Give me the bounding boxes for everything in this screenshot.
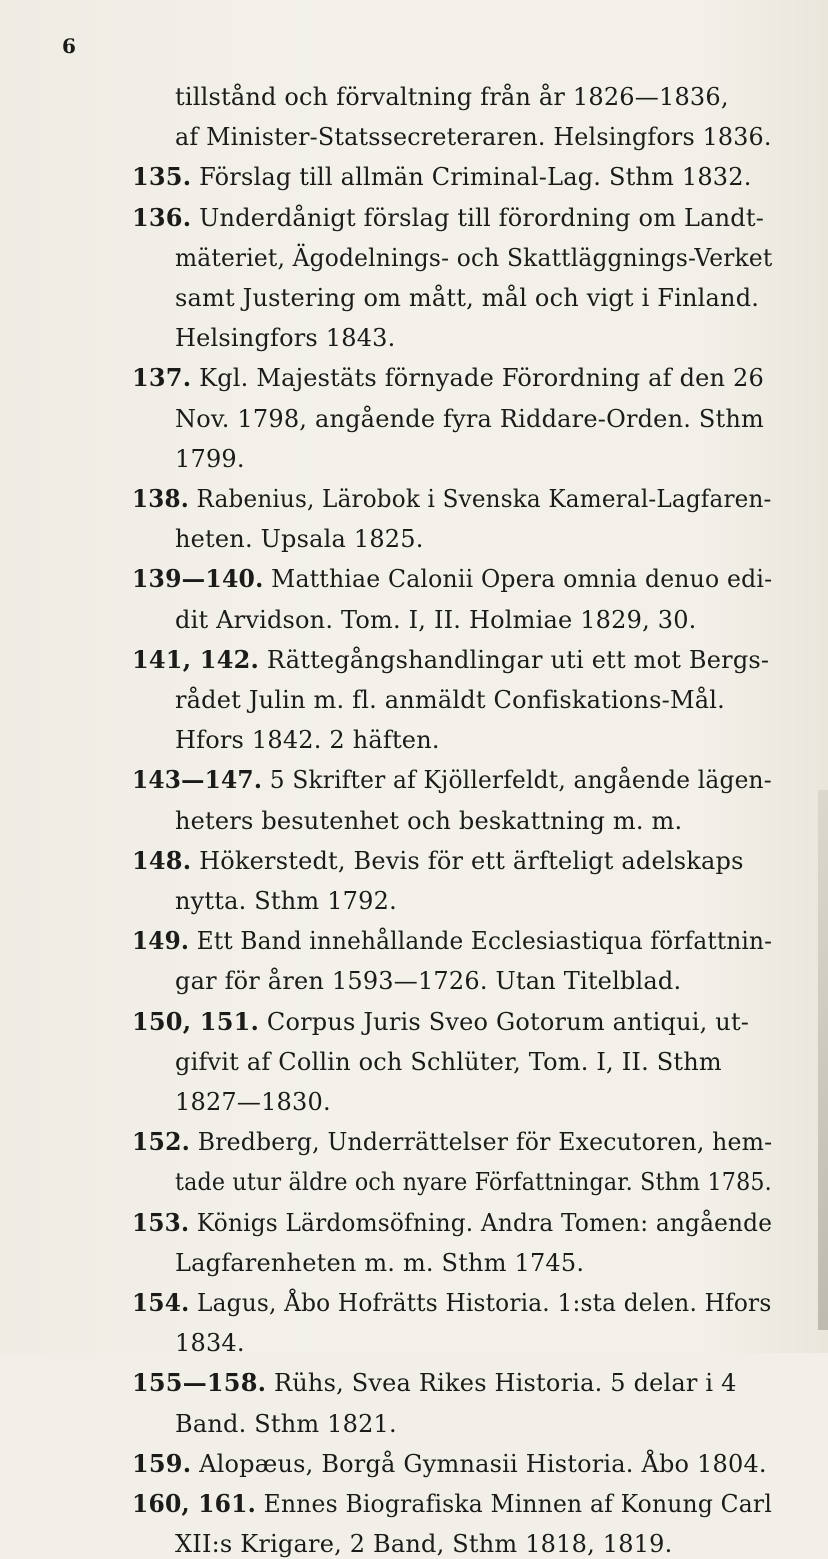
- entry-line: nytta. Sthm 1792.: [175, 887, 397, 915]
- entry-line: [132, 1368, 737, 1398]
- entry-line: [132, 1127, 772, 1157]
- entry-line: [132, 1288, 771, 1318]
- entry-line: samt Justering om mått, mål och vigt i Finland.: [175, 284, 760, 312]
- entry-text: Rühs, Svea Rikes Historia. 5 delar i 4: [274, 1369, 737, 1398]
- entry-text: Förslag till allmän Criminal-Lag. Sthm 1832.: [199, 163, 752, 192]
- entry-text: Bredberg, Underrättelser för Executoren, hem-: [197, 1128, 773, 1157]
- entry-line: dit Arvidson. Tom. I, II. Holmiae 1829, 30.: [175, 605, 697, 634]
- entry-number: 149.: [132, 926, 190, 956]
- entry-number: 143—147.: [132, 765, 263, 795]
- entry-line: [132, 564, 772, 594]
- entry-line: rådet Julin m. fl. anmäldt Confiskations-Mål.: [175, 686, 725, 714]
- entry-line: Band. Sthm 1821.: [175, 1409, 397, 1438]
- entry-text: Kgl. Majestäts förnyade Förordning af den 26: [199, 364, 764, 393]
- entry-text: Ennes Biografiska Minnen af Konung Carl: [263, 1490, 773, 1518]
- entry-line: tillstånd och förvaltning från år 1826—1836,: [175, 83, 729, 111]
- entry-line: XII:s Krigare, 2 Band, Sthm 1818, 1819.: [175, 1530, 673, 1559]
- entry-line: [132, 926, 772, 956]
- entry-number: 148.: [132, 845, 192, 875]
- entry-text: Rabenius, Lärobok i Svenska Kameral-Lagfaren-: [196, 485, 772, 513]
- entry-number: 152.: [132, 1127, 191, 1157]
- entry-line: [132, 203, 764, 233]
- entry-text: Hökerstedt, Bevis för ett ärfteligt adelskaps: [199, 846, 744, 875]
- entry-line: Lagfarenheten m. m. Sthm 1745.: [175, 1248, 585, 1277]
- entry-line: [132, 363, 764, 393]
- entry-line: Helsingfors 1843.: [175, 324, 396, 353]
- entry-text: Ett Band innehållande Ecclesiastiqua författnin-: [196, 927, 773, 956]
- entry-number: 159.: [132, 1448, 192, 1478]
- page-edge-shadow: [818, 790, 828, 1330]
- entry-line: [132, 765, 772, 795]
- entry-number: 137.: [132, 363, 192, 393]
- entry-line: [132, 162, 752, 192]
- entry-number: 135.: [132, 162, 192, 192]
- entry-line: [132, 1007, 749, 1037]
- entry-line: 1827—1830.: [175, 1088, 331, 1116]
- entry-line: heters besutenhet och beskattning m. m.: [175, 806, 683, 835]
- entry-line: [132, 846, 744, 876]
- entry-line: gar för åren 1593—1726. Utan Titelblad.: [175, 967, 682, 996]
- entry-number: 141, 142.: [132, 644, 260, 674]
- entry-number: 155—158.: [132, 1368, 267, 1398]
- entry-text: 5 Skrifter af Kjöllerfeldt, angående lägen-: [269, 766, 772, 795]
- entry-number: 153.: [132, 1207, 190, 1237]
- entry-text: Alopæus, Borgå Gymnasii Historia. Åbo 1804.: [199, 1449, 767, 1478]
- entry-line: af Minister-Statssecreteraren. Helsingfors 1836.: [175, 123, 772, 152]
- entry-line: gifvit af Collin och Schlüter, Tom. I, II. Sthm: [175, 1047, 722, 1076]
- entry-text: Rättegångshandlingar uti ett mot Bergs-: [266, 645, 770, 674]
- entry-line: [132, 1449, 767, 1479]
- entry-line: mäteriet, Ägodelnings- och Skattläggnings-Verket: [175, 243, 773, 272]
- entry-number: 136.: [132, 202, 192, 232]
- entry-number: 150, 151.: [132, 1006, 260, 1036]
- entry-line: tade utur äldre och nyare Författningar. Sthm 1785.: [175, 1168, 772, 1197]
- entry-number: 154.: [132, 1288, 190, 1317]
- entry-number: 160, 161.: [132, 1489, 257, 1518]
- entry-line: heten. Upsala 1825.: [175, 525, 424, 554]
- entry-line: [132, 645, 769, 675]
- entry-number: 139—140.: [132, 564, 264, 594]
- entry-line: [132, 1489, 772, 1519]
- entry-text: Corpus Juris Sveo Gotorum antiqui, ut-: [266, 1007, 750, 1036]
- entry-number: 138.: [132, 484, 189, 513]
- entry-line: 1799.: [175, 444, 245, 473]
- entry-line: [132, 1208, 772, 1238]
- entry-text: Matthiae Calonii Opera omnia denuo edi-: [271, 565, 773, 594]
- entry-line: [132, 484, 772, 514]
- entry-line: 1834.: [175, 1329, 245, 1358]
- entry-line: Hfors 1842. 2 häften.: [175, 726, 440, 755]
- entry-line: Nov. 1798, angående fyra Riddare-Orden. Sthm: [175, 404, 764, 433]
- page-number: 6: [62, 34, 76, 58]
- entry-text: Königs Lärdomsöfning. Andra Tomen: angående: [196, 1208, 773, 1237]
- entry-text: Lagus, Åbo Hofrätts Historia. 1:sta delen. Hfors: [196, 1289, 772, 1317]
- entry-text: Underdånigt förslag till förordning om Landt-: [199, 203, 764, 232]
